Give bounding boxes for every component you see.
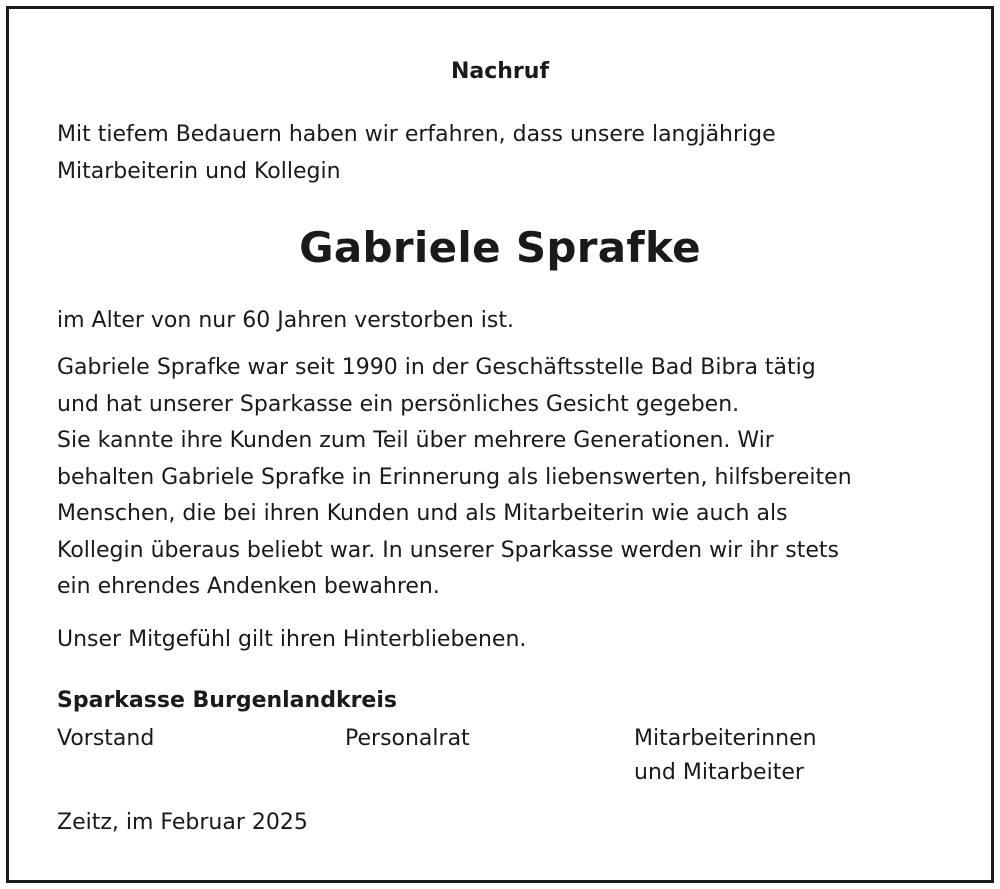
- signatory-staff-council: Personalrat: [345, 726, 470, 751]
- tribute-line: ein ehrendes Andenken bewahren.: [57, 574, 440, 599]
- notice-heading: Nachruf: [450, 59, 550, 84]
- condolence-line: Unser Mitgefühl gilt ihren Hinterbliebenen.: [57, 627, 527, 652]
- organization-name: Sparkasse Burgenlandkreis: [57, 688, 397, 713]
- signatory-employees-line: Mitarbeiterinnen: [634, 726, 817, 751]
- tribute-line: und hat unserer Sparkasse ein persönliches Gesicht gegeben.: [57, 391, 740, 417]
- tribute-line: Menschen, die bei ihren Kunden und als Mitarbeiterin wie auch als: [57, 501, 788, 526]
- tribute-line: Sie kannte ihre Kunden zum Teil über mehrere Generationen. Wir: [57, 428, 774, 453]
- signatory-employees: [634, 722, 817, 790]
- place-date: Zeitz, im Februar 2025: [57, 810, 308, 835]
- age-line: im Alter von nur 60 Jahren verstorben ist.: [57, 308, 514, 333]
- tribute-line: Gabriele Sprafke war seit 1990 in der Geschäftsstelle Bad Bibra tätig: [57, 355, 816, 380]
- signatory-employees-line: und Mitarbeiter: [634, 760, 804, 785]
- deceased-name: Gabriele Sprafke: [299, 223, 701, 272]
- tribute-line: Kollegin überaus beliebt war. In unserer Sparkasse werden wir ihr stets: [57, 537, 840, 563]
- tribute-text: [57, 350, 852, 606]
- intro-text: [57, 117, 776, 190]
- tribute-line: behalten Gabriele Sprafke in Erinnerung als liebenswerten, hilfsbereiten: [57, 464, 852, 490]
- intro-line: Mit tiefem Bedauern haben wir erfahren, dass unsere langjährige: [57, 122, 776, 147]
- signatory-board: Vorstand: [57, 726, 155, 751]
- intro-line: Mitarbeiterin und Kollegin: [57, 158, 341, 184]
